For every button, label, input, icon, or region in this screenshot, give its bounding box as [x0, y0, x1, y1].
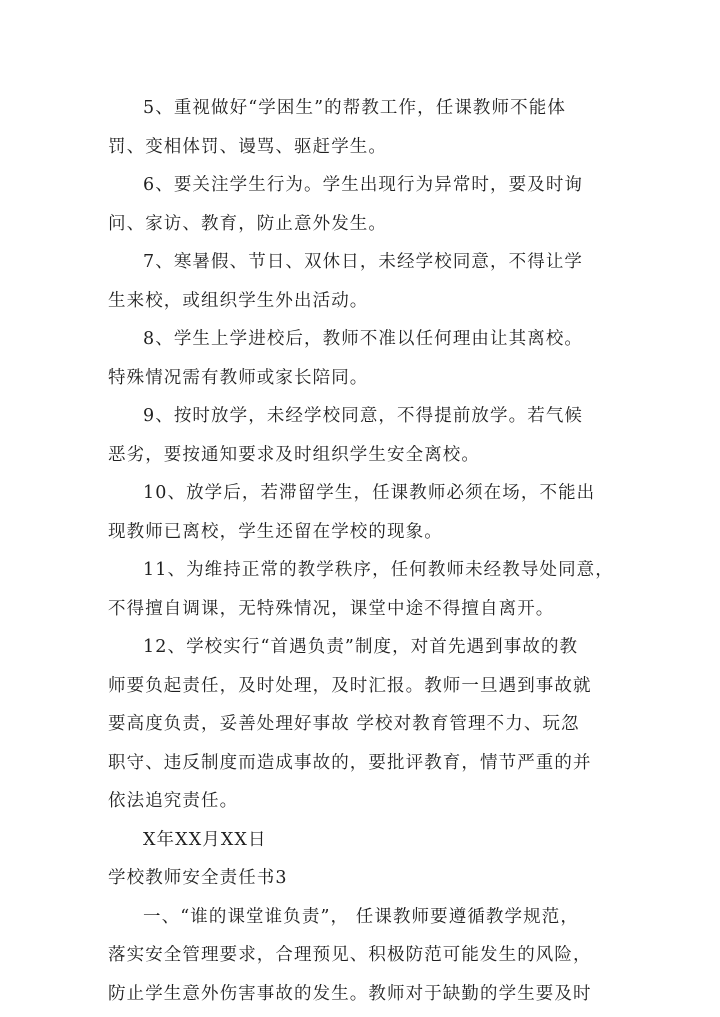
text-line: 罚、变相体罚、谩骂、驱赶学生。 — [108, 136, 387, 157]
text-line: 生来校，或组织学生外出活动。 — [108, 290, 369, 311]
paragraph-item-10 — [108, 474, 614, 551]
paragraph-item-6 — [108, 166, 614, 243]
text-line: 防止学生意外伤害事故的发生。教师对于缺勤的学生要及时 — [108, 983, 592, 1004]
text-line: 10、放学后，若滞留学生，任课教师必须在场，不能出 — [143, 483, 596, 503]
paragraph-item-5 — [108, 89, 614, 166]
text-line: 11、为维持正常的教学秩序，任何教师未经教导处同意， — [143, 560, 614, 580]
text-line: 职守、违反制度而造成事故的，要批评教育，情节严重的并 — [108, 752, 592, 773]
paragraph-item-7 — [108, 243, 614, 320]
paragraph-item-12 — [108, 628, 614, 821]
paragraph-item-11 — [108, 551, 614, 628]
text-line: 一、“谁的课堂谁负责”， 任课教师要遵循教学规范， — [143, 906, 579, 927]
paragraph-item-8 — [108, 320, 614, 397]
text-line: 要高度负责，妥善处理好事故 学校对教育管理不力、玩忽 — [108, 714, 580, 734]
text-line: 落实安全管理要求，合理预见、积极防范可能发生的风险， — [108, 945, 592, 965]
paragraph-section-item-1 — [108, 898, 614, 1014]
text-line: 8、学生上学进校后，教师不准以任何理由让其离校。 — [143, 329, 584, 349]
text-line: 问、家访、教育，防止意外发生。 — [108, 213, 387, 234]
document-body — [108, 89, 614, 1013]
text-line: 9、按时放学，未经学校同意，不得提前放学。若气候 — [143, 406, 584, 426]
text-line: 现教师已离校，学生还留在学校的现象。 — [108, 521, 443, 542]
section-title: 学校教师安全责任书3 — [108, 868, 288, 888]
text-line: 6、要关注学生行为。学生出现行为异常时，要及时询 — [143, 175, 584, 195]
text-line: 12、学校实行“首遇负责”制度，对首先遇到事故的教 — [143, 637, 579, 657]
text-line: 7、寒暑假、节日、双休日，未经学校同意，不得让学 — [143, 252, 584, 272]
signature-date: X年XX月XX日 — [143, 829, 267, 850]
text-line: 5、重视做好“学困生”的帮教工作，任课教师不能体 — [143, 98, 566, 118]
text-line: 不得擅自调课，无特殊情况，课堂中途不得擅自离开。 — [108, 598, 555, 619]
paragraph-item-9 — [108, 397, 614, 474]
text-line: 特殊情况需有教师或家长陪同。 — [108, 367, 369, 388]
text-line: 依法追究责任。 — [108, 791, 239, 811]
text-line: 师要负起责任，及时处理，及时汇报。教师一旦遇到事故就 — [108, 675, 592, 696]
text-line: 恶劣，要按通知要求及时组织学生安全离校。 — [108, 444, 480, 465]
